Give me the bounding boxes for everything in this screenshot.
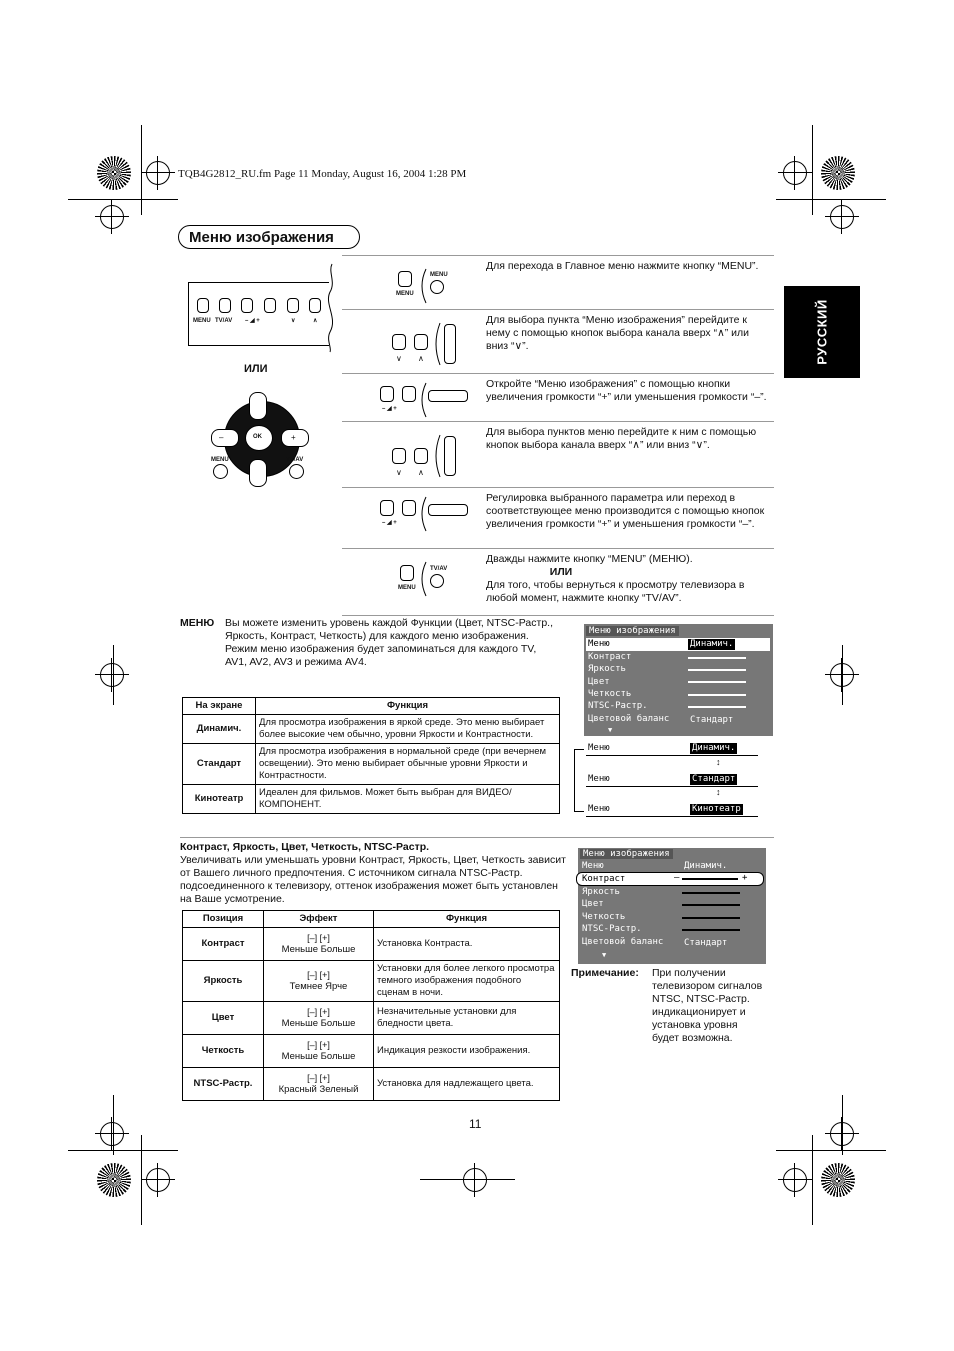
- step-6: TV/AV MENU Дважды нажмите кнопку “MENU” (МЕНЮ). ИЛИ Для того, чтобы вернуться к просмотру телевизора в любой момент, нажмите кнопку “TV/AV”.: [342, 548, 774, 616]
- crosshair-icon: [783, 1168, 807, 1192]
- crosshair-icon: [100, 205, 124, 229]
- pad-tvav-label: TV/AV: [286, 457, 304, 463]
- crosshair-icon: [830, 205, 854, 229]
- table-row: NTSC-Растр. [–] [+] Красный Зеленый Установка для надлежащего цвета.: [183, 1068, 560, 1101]
- crop-mark: [113, 645, 114, 705]
- menu-section-text: Вы можете изменить уровень каждой Функции (Цвет, NTSC-Растр., Яркость, Контраст, Четкость) для каждого меню изображения. Режим меню изображения будет запоминаться для каждого TV, AV1, AV2, AV3 и режима AV4.: [225, 617, 553, 668]
- pad-menu-label: MENU: [211, 457, 229, 463]
- table-row: Контраст [–] [+] Меньше Больше Установка Контраста.: [183, 928, 560, 961]
- language-tab: РУССКИЙ: [784, 286, 860, 378]
- minus-button[interactable]: [211, 429, 239, 447]
- or-label: ИЛИ: [244, 363, 268, 375]
- osd-picture-menu: Меню изображения Меню Динамич. Контраст Яркость Цвет Четкость NTSC-Растр. Цветовой баланс Стандарт ▼: [584, 624, 773, 736]
- crop-mark: [141, 1135, 142, 1225]
- table-row: Яркость [–] [+] Темнее Ярче Установки для более легкого просмотра темного изображения подобного сценам в ночи.: [183, 961, 560, 1002]
- step-1: MENU MENU Для перехода в Главное меню нажмите кнопку “MENU”.: [342, 255, 774, 310]
- page-number: 11: [469, 1117, 482, 1131]
- registration-wheel-icon: [97, 1163, 131, 1197]
- crop-mark: [812, 125, 813, 215]
- file-info-header: TQB4G2812_RU.fm Page 11 Monday, August 16, 2004 1:28 PM: [178, 168, 467, 180]
- crop-mark: [141, 125, 142, 215]
- divider: [180, 837, 774, 838]
- table-row: Цвет [–] [+] Меньше Больше Незначительные установки для бледности цвета.: [183, 1002, 560, 1035]
- adjust-heading: Контраст, Яркость, Цвет, Четкость, NTSC-Растр.: [180, 841, 430, 853]
- table-row: Кинотеатр Идеален для фильмов. Может быть выбран для ВИДЕО/КОМПОНЕНТ.: [183, 785, 560, 814]
- panel-down-label: ∨: [291, 318, 296, 324]
- crosshair-icon: [463, 1168, 487, 1192]
- menu-section-label: МЕНЮ: [180, 617, 215, 629]
- registration-wheel-icon: [821, 156, 855, 190]
- step-5: – ◢ + Регулировка выбранного параметра или переход в соответствующее меню производится с помощью кнопок увеличения громкости “+” и уменьшения громкости “–”.: [342, 487, 774, 549]
- note-text: При получении телевизором сигналов NTSC, NTSC-Растр. индикационирует и установка уровня будет возможна.: [652, 967, 763, 1044]
- step-2: ∨ ∧ Для выбора пункта “Меню изображения” перейдите к нему с помощью кнопок выбора канала вверх “∧” или вниз “∨”.: [342, 309, 774, 374]
- panel-vol-label: – ◢ +: [245, 318, 260, 324]
- crop-mark: [68, 199, 178, 200]
- panel-tvav-label: TV/AV: [215, 318, 233, 324]
- down-button[interactable]: [249, 459, 267, 487]
- remote-pad: OK – + MENU TV/AV: [207, 384, 317, 494]
- table-row: Динамич. Для просмотра изображения в яркой среде. Это меню выбирает более высокие чем обычно, уровни Яркости и Контрастности.: [183, 715, 560, 744]
- registration-wheel-icon: [97, 156, 131, 190]
- adjust-text: Увеличивать или уменьшать уровни Контраст, Яркость, Цвет, Четкость зависит от Вашего личного предпочтения. С источником сигнала NTSC-Растр. подсоединенного к телевизору, оттенок изображения может быть установлен на Ваше усмотрение.: [180, 854, 566, 905]
- table-row: Стандарт Для просмотра изображения в нормальной среде (при вечернем освещении). Это меню выбирает обычные уровни Яркости и Контрастности.: [183, 744, 560, 785]
- step-4: ∨ ∧ Для выбора пунктов меню перейдите к ним с помощью кнопок выбора канала вверх “∧” или вниз “∨”.: [342, 421, 774, 488]
- crop-mark: [113, 1095, 114, 1155]
- crop-mark: [812, 1135, 813, 1225]
- panel-up-label: ∧: [313, 318, 318, 324]
- crop-mark: [68, 1150, 178, 1151]
- crosshair-icon: [146, 1168, 170, 1192]
- crop-mark: [776, 1150, 886, 1151]
- crosshair-icon: [100, 663, 124, 687]
- menu-button[interactable]: [213, 464, 228, 479]
- crosshair-icon: [146, 161, 170, 185]
- page-title: Меню изображения: [178, 225, 360, 249]
- crop-mark: [776, 199, 886, 200]
- crosshair-icon: [783, 161, 807, 185]
- up-button[interactable]: [249, 392, 267, 420]
- tvav-button[interactable]: [289, 464, 304, 479]
- crop-mark: [420, 1179, 515, 1180]
- crop-mark: [842, 1095, 843, 1155]
- adjust-table: Позиция Эффект Функция Контраст [–] [+] Меньше Больше Установка Контраста. Яркость [–] [+] Темнее Ярче Установки для более легкого просмотра темного изображения подобного сценам в ночи. Цвет [–] [+] Меньше Больше Незначительные установки для бледности цвета. Четкость [–] [+] Меньше Больше Индикация резкости изображения. NTSC-Растр. [–] [+] Красный Зеленый Установка для надлежащего цвета.: [182, 910, 560, 1101]
- crosshair-icon: [100, 1122, 124, 1146]
- step-3: – ◢ + Откройте “Меню изображения” с помощью кнопки увеличения громкости “+” или уменьшения громкости “–”.: [342, 373, 774, 422]
- mode-cycle: Меню Динамич. Меню Стандарт Меню Кинотеатр ↕ ↕: [572, 740, 772, 820]
- crop-mark: [842, 645, 843, 705]
- osd-contrast-menu: Меню изображения Меню Динамич. Контраст – + Яркость Цвет Четкость NTSC-Растр. Цветовой баланс Стандарт ▼: [578, 848, 766, 964]
- registration-wheel-icon: [821, 1163, 855, 1197]
- mode-table: На экране Функция Динамич. Для просмотра изображения в яркой среде. Это меню выбирает более высокие чем обычно, уровни Яркости и Контрастности. Стандарт Для просмотра изображения в нормальной среде (при вечернем освещении). Это меню выбирает обычные уровни Яркости и Контрастности. Кинотеатр Идеален для фильмов. Может быть выбран для ВИДЕО/КОМПОНЕНТ.: [182, 697, 560, 814]
- panel-menu-label: MENU: [193, 318, 211, 324]
- note-label: Примечание:: [571, 967, 639, 979]
- tv-panel-illustration: [188, 282, 329, 346]
- table-row: Четкость [–] [+] Меньше Больше Индикация резкости изображения.: [183, 1035, 560, 1068]
